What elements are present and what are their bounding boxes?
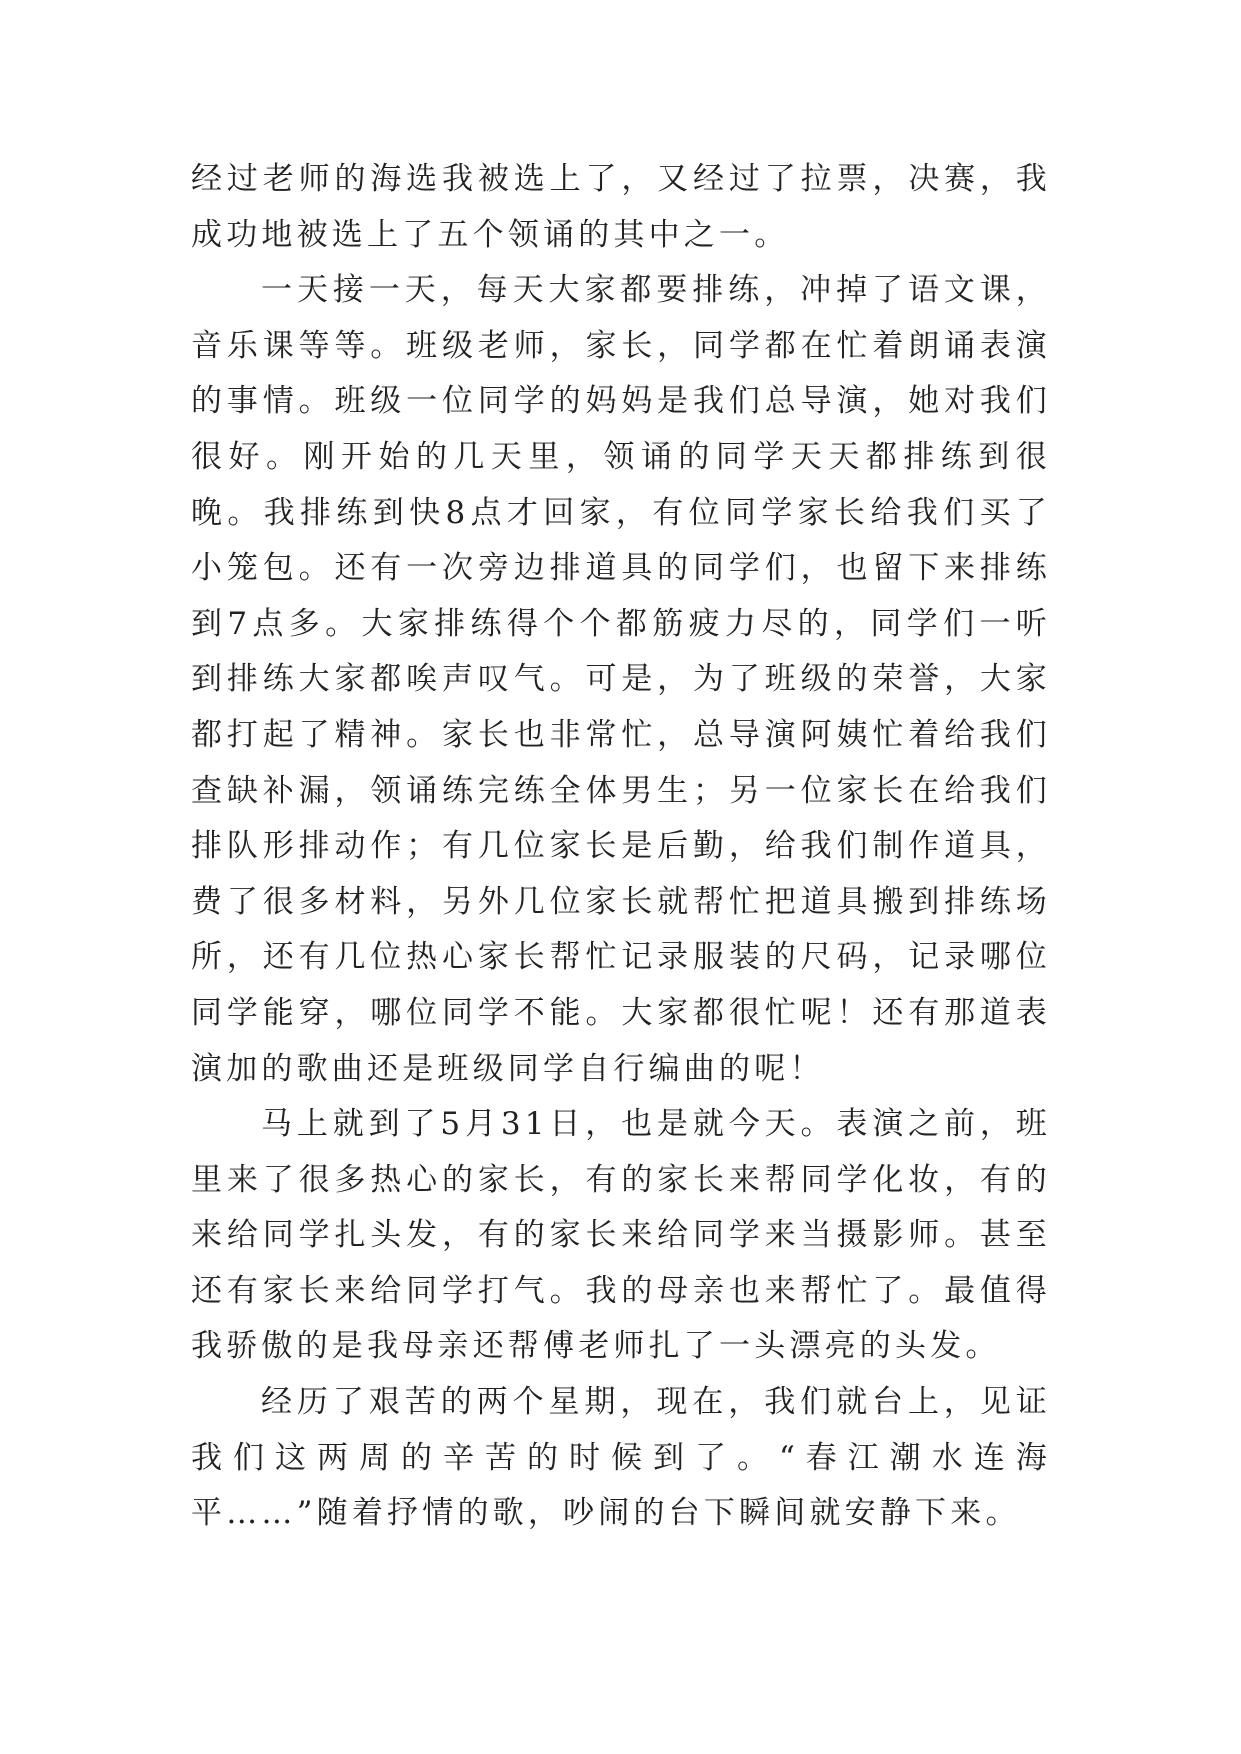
paragraph-3: 马上就到了5月31日，也是就今天。表演之前，班里来了很多热心的家长，有的家长来帮同学化妆，有的来给同学扎头发，有的家长来给同学来当摄影师。甚至还有家长来给同学打气。我的母亲也来帮忙了。最值得我骄傲的是我母亲还帮傅老师扎了一头漂亮的头发。: [191, 1106, 1051, 1365]
paragraph-1: 经过老师的海选我被选上了，又经过了拉票，决赛，我成功地被选上了五个领诵的其中之一。: [191, 161, 1051, 253]
paragraph-4: 经历了艰苦的两个星期，现在，我们就台上，见证我们这两周的辛苦的时候到了。“春江潮水连海平……”随着抒情的歌，吵闹的台下瞬间就安静下来。: [191, 1384, 1051, 1532]
paragraph-2: 一天接一天，每天大家都要排练，冲掉了语文课，音乐课等等。班级老师，家长，同学都在忙着朗诵表演的事情。班级一位同学的妈妈是我们总导演，她对我们很好。刚开始的几天里，领诵的同学天天都排练到很晚。我排练到快8点才回家，有位同学家长给我们买了小笼包。还有一次旁边排道具的同学们，也留下来排练到7点多。大家排练得个个都筋疲力尽的，同学们一听到排练大家都唉声叹气。可是，为了班级的荣誉，大家都打起了精神。家长也非常忙，总导演阿姨忙着给我们查缺补漏，领诵练完练全体男生；另一位家长在给我们排队形排动作；有几位家长是后勤，给我们制作道具，费了很多材料，另外几位家长就帮忙把道具搬到排练场所，还有几位热心家长帮忙记录服装的尺码，记录哪位同学能穿，哪位同学不能。大家都很忙呢！还有那道表演加的歌曲还是班级同学自行编曲的呢！: [191, 272, 1051, 1087]
document-body: [191, 152, 1051, 1542]
